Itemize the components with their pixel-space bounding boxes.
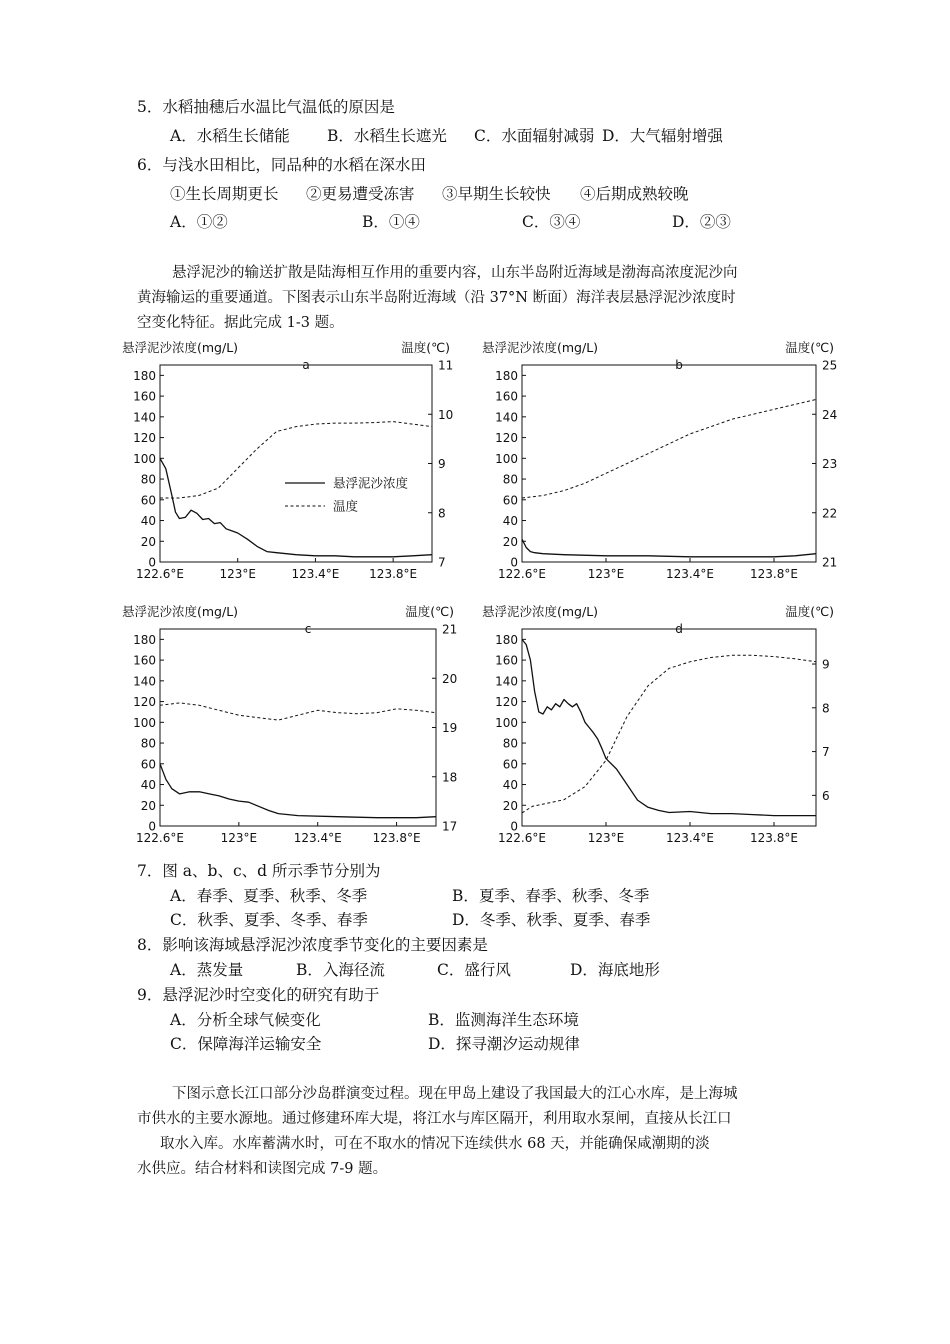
y-left-axis-title: 悬浮泥沙浓度(mg/L) — [482, 340, 599, 355]
y-left-tick-label: 20 — [502, 798, 518, 813]
y-left-tick-label: 160 — [495, 389, 518, 404]
y-left-tick-label: 0 — [148, 819, 156, 834]
y-right-tick-label: 20 — [442, 671, 458, 686]
y-right-tick-label: 19 — [442, 721, 458, 735]
y-left-tick-label: 60 — [502, 757, 518, 772]
q6-item-4: ④后期成熟较晚 — [580, 185, 689, 203]
q5-option-c: C．水面辐射减弱 — [474, 127, 595, 145]
x-tick-label: 123°E — [220, 831, 258, 845]
q7-option-c: C．秋季、夏季、冬季、春季 — [170, 911, 368, 929]
intro2-line-2: 市供水的主要水源地。通过修建环库大堤，将江水与库区隔开，利用取水泵闸，直接从长江口 — [137, 1111, 732, 1127]
y-right-tick-label: 17 — [442, 819, 458, 834]
q9-stem: 9．悬浮泥沙时空变化的研究有助于 — [137, 986, 380, 1004]
x-tick-label: 123.4°E — [666, 567, 714, 581]
q6-option-b: B．①④ — [362, 213, 420, 231]
panel-label: d — [675, 622, 683, 636]
q9-option-c: C．保障海洋运输安全 — [170, 1035, 322, 1053]
y-left-tick-label: 80 — [502, 472, 518, 487]
q6-option-d: D．②③ — [672, 213, 731, 231]
y-left-tick-label: 160 — [133, 653, 156, 668]
temperature-series-line — [522, 400, 816, 499]
x-tick-label: 123.8°E — [369, 567, 418, 581]
x-tick-label: 122.6°E — [136, 567, 184, 581]
q5-option-d: D．大气辐射增强 — [602, 127, 723, 145]
q6-item-2: ②更易遭受冻害 — [306, 185, 415, 203]
q7-option-a: A．春季、夏季、秋季、冬季 — [170, 887, 368, 905]
plot-frame — [160, 365, 432, 562]
plot-frame — [522, 365, 816, 562]
y-left-tick-label: 180 — [495, 632, 518, 647]
y-left-tick-label: 100 — [133, 451, 156, 466]
y-left-tick-label: 20 — [140, 798, 156, 813]
q6-item-3: ③早期生长较快 — [442, 185, 551, 203]
y-left-tick-label: 120 — [495, 695, 518, 710]
panel-label: a — [302, 358, 310, 372]
x-tick-label: 123.8°E — [750, 831, 798, 845]
y-right-tick-label: 8 — [438, 506, 446, 521]
y-left-tick-label: 120 — [495, 431, 518, 446]
q8-option-a: A．蒸发量 — [170, 961, 244, 979]
x-tick-label: 123°E — [219, 567, 256, 581]
panel-label: b — [675, 358, 683, 372]
y-left-tick-label: 180 — [495, 368, 518, 383]
temperature-series-line — [160, 703, 436, 720]
q8-option-c: C．盛行风 — [437, 961, 511, 979]
q9-option-b: B．监测海洋生态环境 — [428, 1011, 579, 1029]
q6-option-c: C．③④ — [522, 213, 581, 231]
q7-option-d: D．冬季、秋季、夏季、春季 — [452, 911, 651, 929]
x-tick-label: 123.4°E — [666, 831, 714, 845]
sediment-series-line — [160, 458, 432, 557]
q6-option-a: A．①② — [170, 213, 228, 231]
y-right-tick-label: 7 — [822, 745, 830, 760]
y-left-tick-label: 20 — [502, 534, 518, 549]
y-left-tick-label: 100 — [495, 715, 518, 730]
q9-option-a: A．分析全球气候变化 — [170, 1011, 321, 1029]
x-tick-label: 123.8°E — [372, 831, 421, 845]
y-right-axis-title: 温度(℃) — [401, 340, 450, 355]
y-right-tick-label: 23 — [822, 457, 838, 471]
x-tick-label: 123°E — [587, 567, 625, 581]
x-tick-label: 122.6°E — [498, 567, 546, 581]
x-tick-label: 122.6°E — [498, 831, 546, 845]
q8-option-d: D．海底地形 — [570, 961, 660, 979]
q6-stem: 6．与浅水田相比，同品种的水稻在深水田 — [137, 156, 426, 174]
y-right-tick-label: 25 — [822, 358, 838, 373]
y-left-tick-label: 40 — [502, 514, 518, 529]
y-left-tick-label: 40 — [140, 514, 156, 529]
y-left-tick-label: 100 — [133, 715, 156, 730]
legend-sediment-label: 悬浮泥沙浓度 — [333, 475, 409, 491]
intro2-line-1: 下图示意长江口部分沙岛群演变过程。现在甲岛上建设了我国最大的江心水库，是上海城 — [172, 1086, 738, 1102]
y-right-axis-title: 温度(℃) — [785, 340, 834, 355]
x-tick-label: 123.4°E — [293, 831, 342, 845]
y-right-tick-label: 21 — [442, 622, 458, 637]
y-right-axis-title: 温度(℃) — [785, 604, 834, 619]
y-left-tick-label: 140 — [133, 410, 156, 425]
y-left-tick-label: 80 — [140, 736, 156, 751]
q8-stem: 8．影响该海域悬浮泥沙浓度季节变化的主要因素是 — [137, 936, 488, 954]
intro2-line-3: 取水入库。水库蓄满水时，可在不取水的情况下连续供水 68 天，并能确保咸潮期的淡 — [160, 1136, 710, 1152]
y-right-tick-label: 8 — [822, 701, 830, 716]
q9-option-d: D．探寻潮汐运动规律 — [428, 1035, 580, 1053]
y-right-tick-label: 9 — [822, 657, 830, 672]
q6-item-1: ①生长周期更长 — [170, 185, 279, 203]
chart-panel-c — [120, 602, 460, 854]
plot-frame — [160, 629, 436, 826]
y-left-tick-label: 60 — [140, 757, 156, 772]
x-tick-label: 123.8°E — [750, 567, 798, 581]
y-left-tick-label: 0 — [510, 555, 518, 570]
y-left-tick-label: 20 — [140, 534, 156, 549]
q5-stem: 5．水稻抽穗后水温比气温低的原因是 — [137, 98, 395, 116]
intro1-line-1: 悬浮泥沙的输送扩散是陆海相互作用的重要内容，山东半岛附近海域是渤海高浓度泥沙向 — [172, 265, 738, 281]
q8-option-b: B．入海径流 — [296, 961, 385, 979]
y-left-tick-label: 180 — [133, 368, 156, 383]
y-right-tick-label: 21 — [822, 555, 838, 570]
y-left-axis-title: 悬浮泥沙浓度(mg/L) — [122, 604, 239, 619]
x-tick-label: 123.4°E — [291, 567, 340, 581]
legend-temperature-label: 温度 — [333, 498, 359, 514]
y-left-tick-label: 40 — [140, 778, 156, 793]
y-left-tick-label: 60 — [140, 493, 156, 508]
y-left-tick-label: 0 — [148, 555, 156, 570]
y-left-tick-label: 80 — [502, 736, 518, 751]
y-right-tick-label: 24 — [822, 407, 838, 422]
q7-option-b: B．夏季、春季、秋季、冬季 — [452, 887, 650, 905]
x-tick-label: 122.6°E — [136, 831, 184, 845]
y-left-tick-label: 80 — [140, 472, 156, 487]
y-right-tick-label: 10 — [438, 407, 454, 422]
y-left-tick-label: 120 — [133, 695, 156, 710]
sediment-series-line — [522, 639, 816, 815]
intro1-line-3: 空变化特征。据此完成 1-3 题。 — [137, 315, 344, 331]
y-right-tick-label: 18 — [442, 770, 458, 785]
intro2-line-4: 水供应。结合材料和读图完成 7-9 题。 — [137, 1161, 388, 1177]
y-left-tick-label: 180 — [133, 632, 156, 647]
q7-stem: 7．图 a、b、c、d 所示季节分别为 — [137, 862, 381, 880]
y-right-tick-label: 7 — [438, 555, 446, 570]
y-right-tick-label: 22 — [822, 506, 838, 521]
chart-panel-a — [120, 338, 454, 590]
y-left-tick-label: 120 — [133, 431, 156, 446]
q5-option-b: B．水稻生长遮光 — [327, 127, 447, 145]
y-left-tick-label: 160 — [495, 653, 518, 668]
y-left-tick-label: 140 — [133, 674, 156, 689]
y-left-tick-label: 0 — [510, 819, 518, 834]
panel-label: c — [304, 622, 312, 636]
chart-panel-d — [480, 602, 834, 854]
y-left-tick-label: 140 — [495, 674, 518, 689]
y-left-axis-title: 悬浮泥沙浓度(mg/L) — [482, 604, 599, 619]
y-left-tick-label: 140 — [495, 410, 518, 425]
sediment-series-line — [160, 764, 436, 818]
sediment-series-line — [522, 539, 816, 557]
y-right-axis-title: 温度(℃) — [405, 604, 454, 619]
plot-frame — [522, 629, 816, 826]
y-left-tick-label: 60 — [502, 493, 518, 508]
y-left-tick-label: 100 — [495, 451, 518, 466]
y-left-tick-label: 40 — [502, 778, 518, 793]
q5-option-a: A．水稻生长储能 — [170, 127, 290, 145]
x-tick-label: 123°E — [587, 831, 625, 845]
chart-panel-b — [480, 338, 838, 590]
y-left-tick-label: 160 — [133, 389, 156, 404]
temperature-series-line — [522, 655, 816, 813]
y-right-tick-label: 11 — [438, 358, 454, 373]
y-right-tick-label: 9 — [438, 457, 446, 471]
intro1-line-2: 黄海输运的重要通道。下图表示山东半岛附近海域（沿 37°N 断面）海洋表层悬浮泥沙浓度时 — [137, 290, 736, 306]
y-left-axis-title: 悬浮泥沙浓度(mg/L) — [122, 340, 239, 355]
y-right-tick-label: 6 — [822, 788, 830, 803]
